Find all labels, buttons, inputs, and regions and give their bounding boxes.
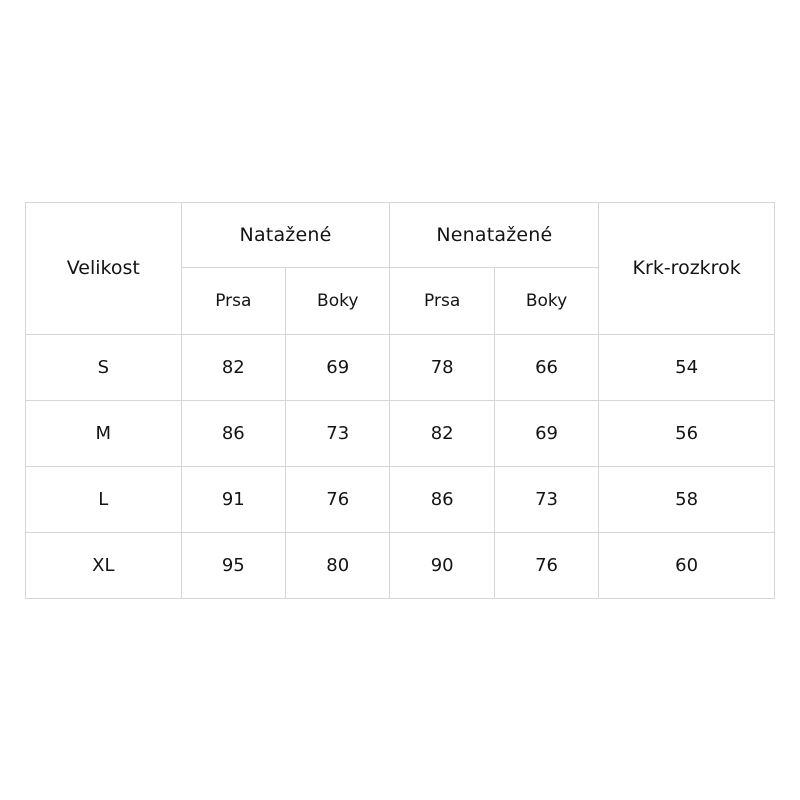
cell-value: 66	[494, 334, 598, 400]
row-size-label: M	[26, 400, 182, 466]
cell-value: 95	[181, 532, 285, 598]
row-size-label: L	[26, 466, 182, 532]
size-table	[25, 202, 775, 599]
cell-value: 60	[599, 532, 775, 598]
header-sub-chest-unstretched: Prsa	[390, 267, 494, 334]
table-row	[26, 400, 775, 466]
header-sub-hips-unstretched: Boky	[494, 267, 598, 334]
table-row	[26, 466, 775, 532]
cell-value: 58	[599, 466, 775, 532]
cell-value: 69	[286, 334, 390, 400]
table-row	[26, 532, 775, 598]
table-header-row-groups	[26, 202, 775, 267]
cell-value: 86	[181, 400, 285, 466]
cell-value: 90	[390, 532, 494, 598]
cell-value: 76	[286, 466, 390, 532]
table-body	[26, 334, 775, 598]
header-neck-to-crotch: Krk-rozkrok	[599, 202, 775, 334]
cell-value: 82	[390, 400, 494, 466]
cell-value: 86	[390, 466, 494, 532]
cell-value: 56	[599, 400, 775, 466]
header-size: Velikost	[26, 202, 182, 334]
cell-value: 82	[181, 334, 285, 400]
cell-value: 80	[286, 532, 390, 598]
cell-value: 76	[494, 532, 598, 598]
cell-value: 69	[494, 400, 598, 466]
header-sub-chest-stretched: Prsa	[181, 267, 285, 334]
header-group-stretched: Natažené	[181, 202, 390, 267]
cell-value: 54	[599, 334, 775, 400]
row-size-label: S	[26, 334, 182, 400]
table-head	[26, 202, 775, 334]
header-sub-hips-stretched: Boky	[286, 267, 390, 334]
cell-value: 73	[494, 466, 598, 532]
cell-value: 91	[181, 466, 285, 532]
table-row	[26, 334, 775, 400]
cell-value: 78	[390, 334, 494, 400]
header-group-unstretched: Nenatažené	[390, 202, 599, 267]
row-size-label: XL	[26, 532, 182, 598]
cell-value: 73	[286, 400, 390, 466]
size-table-container	[25, 202, 775, 599]
